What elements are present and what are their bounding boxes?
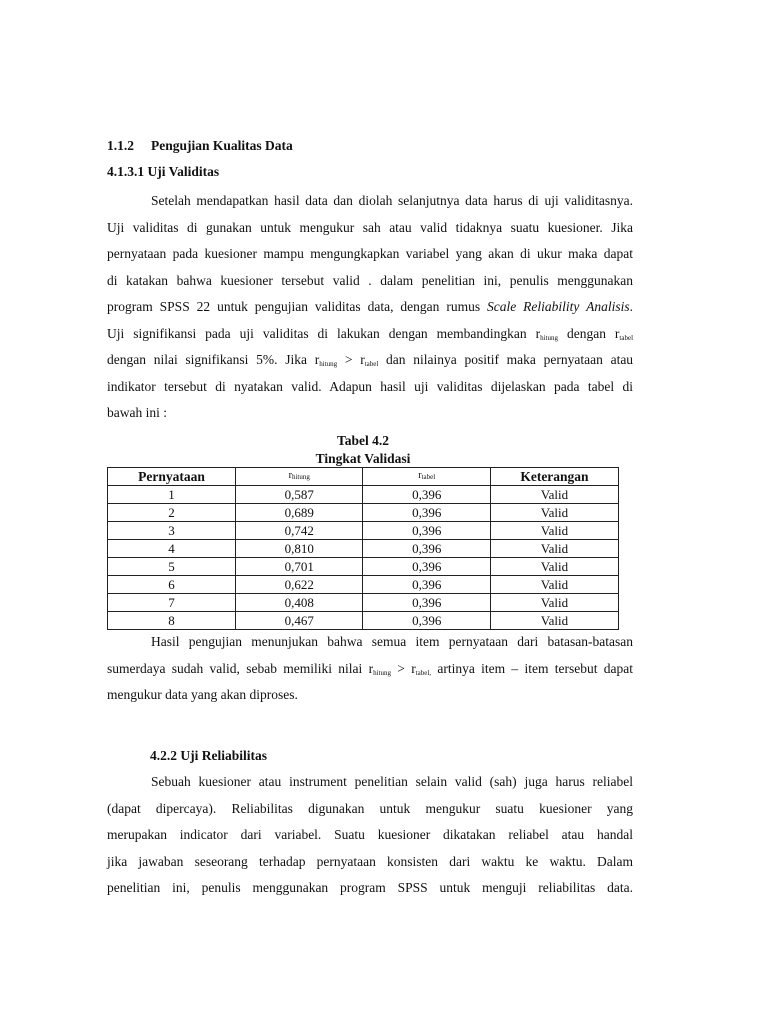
paragraph-line: Sebuah kuesioner atau instrument penelitian selain valid (sah) juga harus reliabel bbox=[151, 774, 633, 789]
paragraph-line: program SPSS 22 untuk pengujian validitas data, dengan rumus Scale Reliability Analisis. bbox=[107, 299, 633, 314]
section-title: Pengujian Kualitas Data bbox=[151, 138, 293, 153]
table-row: 1 0,587 0,396 Valid bbox=[108, 486, 619, 504]
formula-name: Scale Reliability Analisis bbox=[487, 299, 630, 314]
paragraph-line: penelitian ini, penulis menggunakan program SPSS untuk menguji reliabilitas data. bbox=[107, 880, 633, 895]
paragraph-line: Uji signifikansi pada uji validitas di lakukan dengan membandingkan $r_{hitung}$ dengan $r_{tabel}$ bbox=[107, 325, 634, 342]
reliability-heading: 4.2.2 Uji Reliabilitas bbox=[150, 748, 267, 763]
table-row: 7 0,408 0,396 Valid bbox=[108, 594, 619, 612]
table-row: 2 0,689 0,396 Valid bbox=[108, 504, 619, 522]
paragraph-line: bawah ini : bbox=[107, 405, 167, 420]
paragraph-line: dengan nilai signifikansi 5%. Jika $r_{hitung} > r_{tabel}$ dan nilainya positif maka pernyataan atau bbox=[107, 352, 634, 368]
table-row: 5 0,701 0,396 Valid bbox=[108, 558, 619, 576]
section-heading bbox=[107, 138, 293, 154]
validity-heading: 4.1.3.1 Uji Validitas bbox=[107, 164, 220, 179]
paragraph-line: Setelah mendapatkan hasil data dan diolah selanjutnya data harus di uji validitasnya. bbox=[151, 193, 633, 208]
header-keterangan: Keterangan bbox=[490, 468, 618, 486]
section-number: 1.1.2 bbox=[107, 138, 134, 153]
reliability-paragraph bbox=[107, 769, 633, 902]
table-header-row bbox=[108, 468, 619, 486]
paragraph-line: (dapat dipercaya). Reliabilitas digunakan untuk mengukur suatu kuesioner yang bbox=[107, 800, 633, 816]
header-r-tabel: $r_{tabel}$ bbox=[363, 468, 490, 486]
paragraph-line: sumerdaya sudah valid, sebab memiliki nilai $r_{hitung} > r_{tabel,}$ artinya item – item tersebut dapat bbox=[107, 660, 633, 677]
header-pernyataan: Pernyataan bbox=[108, 468, 236, 486]
paragraph-line: Uji validitas di gunakan untuk mengukur sah atau valid tidaknya suatu kuesioner. Jika bbox=[107, 219, 633, 235]
paragraph-line: jika jawaban seseorang terhadap pernyataan konsisten dari waktu ke waktu. Dalam bbox=[107, 853, 633, 869]
paragraph-line: indikator tersebut di nyatakan valid. Adapun hasil uji validitas dijelaskan pada tabel di bbox=[107, 378, 633, 394]
result-paragraph bbox=[107, 629, 633, 709]
paragraph-line: di katakan bahwa kuesioner tersebut valid . dalam penelitian ini, penulis menggunakan bbox=[107, 272, 633, 288]
paragraph-line: pernyataan pada kuesioner mampu mengungkapkan variabel yang akan di ukur maka dapat bbox=[107, 246, 633, 261]
validity-table bbox=[107, 467, 619, 630]
header-r-hitung: $r_{hitung}$ bbox=[236, 468, 363, 486]
table-row: 8 0,467 0,396 Valid bbox=[108, 612, 619, 630]
table-row: 4 0,810 0,396 Valid bbox=[108, 540, 619, 558]
table-caption-subtitle: Tingkat Validasi bbox=[315, 451, 411, 466]
table-row: 6 0,622 0,396 Valid bbox=[108, 576, 619, 594]
table-caption-title: Tabel 4.2 bbox=[336, 433, 390, 448]
paragraph-line: mengukur data yang akan diproses. bbox=[107, 687, 298, 702]
paragraph-line: merupakan indicator dari variabel. Suatu kuesioner dikatakan reliabel atau handal bbox=[107, 827, 633, 842]
validity-paragraph bbox=[107, 188, 633, 427]
table-row: 3 0,742 0,396 Valid bbox=[108, 522, 619, 540]
paragraph-line: Hasil pengujian menunjukan bahwa semua item pernyataan dari batasan-batasan bbox=[151, 634, 633, 649]
